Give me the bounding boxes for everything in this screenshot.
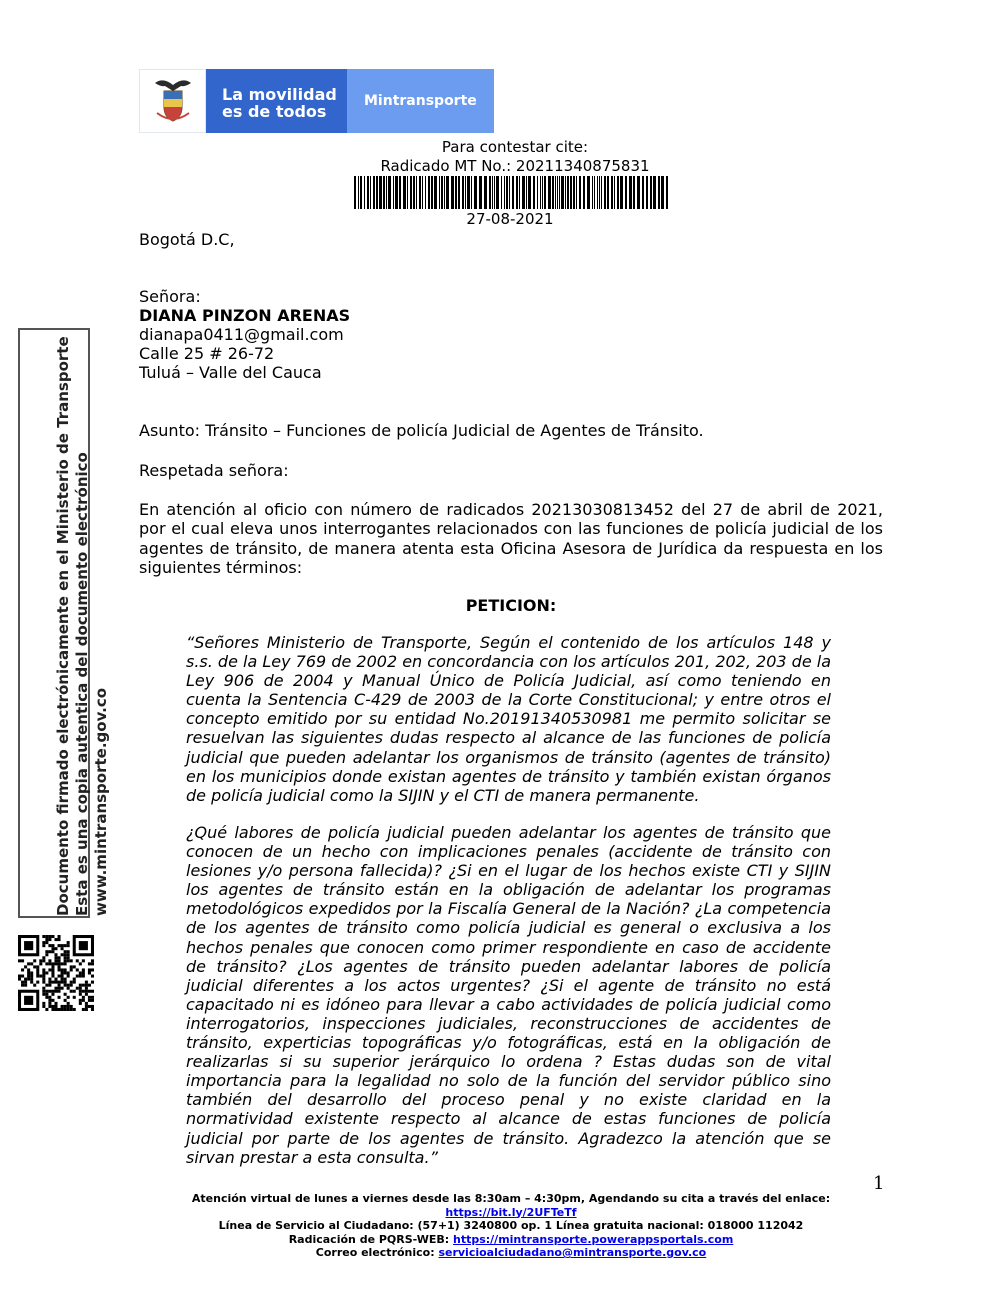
colombia-crest-logo [139, 69, 206, 133]
crest-icon [151, 77, 195, 125]
email-link[interactable]: servicioalciudadano@mintransporte.gov.co [438, 1246, 707, 1259]
radicado-number: Radicado MT No.: 20211340875831 [380, 157, 650, 175]
barcode [354, 176, 668, 209]
footer [139, 1192, 883, 1260]
pqrs-link[interactable]: https://mintransporte.powerappsportals.com [453, 1232, 734, 1246]
quote-paragraph-2: ¿Qué labores de policía judicial pueden adelantar los agentes de tránsito que conocen de un hecho con implicaciones penales (accidente de tránsito con lesiones y/o persona fallecida)? ¿Si en el lugar de los hechos existe CTI y SIJIN los agentes de tránsito están en la obligación de adelantar los programas metodológicos expedidos por la Fiscalía General de la Nación? ¿La competencia de los agentes de tránsito como policía judicial es general o exclusiva a los hechos penales que conocen como primer respondiente en caso de accidente de tránsito? ¿Los agentes de tránsito pueden adelantar labores de policía judicial diferentes a los actos urgentes? ¿Si el agente de tránsito no está capacitado ni es idóneo para llevar a cabo actividades de policía judicial como interrogatorios, inspecciones judiciales, reconstrucciones de accidentes de tránsito, experticias topográficas y/o fotográficas, está en la obligación de realizarlas si su superior jerárquico lo ordena ? Estas dudas son de vital importancia para la legalidad no solo de la función del servidor público sino también del desarrollo del proceso penal y no existe claridad en la normatividad existente respecto al alcance de estas funciones de policía judicial por parte de los agentes de tránsito. Agradezco la atención que se sirvan prestar a esta consulta.” [186, 823, 831, 1167]
document-date: 27-08-2021 [466, 210, 554, 228]
intro-paragraph: En atención al oficio con número de radicados 20213030813452 del 27 de abril de 2021, por el cual eleva unos interrogantes relacionados con las funciones de policía judicial de los agentes de tránsito, de manera atenta esta Oficina Asesora de Jurídica da respuesta en los siguientes términos: [139, 500, 883, 578]
stamp-line-1: Documento firmado electrónicamente en el Ministerio de Transporte [54, 336, 72, 916]
slogan-line-2: es de todos [222, 102, 327, 121]
section-heading: PETICION: [465, 596, 557, 615]
stamp-line-2: Esta es una copia autentica del documento electrónico [73, 452, 91, 916]
ministry-name: Mintransporte [347, 69, 494, 133]
page-number: 1 [873, 1173, 885, 1194]
recipient-email: dianapa0411@gmail.com [139, 325, 344, 344]
stamp-line-3: www.mintransporte.gov.co [92, 687, 110, 916]
cite-instruction: Para contestar cite: [441, 138, 589, 156]
footer-hours: Atención virtual de lunes a viernes desde las 8:30am – 4:30pm, Agendando su cita a través del enlace: [191, 1192, 831, 1205]
signature-stamp-text [54, 331, 111, 916]
email-label: Correo electrónico: [315, 1246, 439, 1259]
recipient-city: Tuluá – Valle del Cauca [139, 363, 322, 382]
city-line: Bogotá D.C, [139, 230, 235, 249]
quote-paragraph-1: “Señores Ministerio de Transporte, Según el contenido de los artículos 148 y s.s. de la Ley 769 de 2002 en concordancia con los artículos 201, 202, 203 de la Ley 906 de 2004 y Manual Único de Policía Judicial, así como teniendo en cuenta la Sentencia C-429 de 2003 de la Corte Constitucional; y entre otros el concepto emitido por su entidad No.20191340530981 me permito solicitar se resuelvan las siguientes dudas respecto al alcance de las funciones de policía judicial que pueden adelantar los organismos de tránsito (agentes de tránsito) en los municipios donde existan agentes de tránsito y también existan órganos de policía judicial como la SIJIN y el CTI de manera permanente. [186, 633, 831, 805]
recipient-address: Calle 25 # 26-72 [139, 344, 275, 363]
appointment-link[interactable]: https://bit.ly/2UFTeTf [445, 1205, 577, 1219]
header-banner [139, 69, 494, 133]
footer-phone-lines: Línea de Servicio al Ciudadano: (57+1) 3240800 op. 1 Línea gratuita nacional: 018000 112042 [218, 1219, 804, 1232]
recipient-name: DIANA PINZON ARENAS [139, 306, 351, 325]
subject-line: Asunto: Tránsito – Funciones de policía Judicial de Agentes de Tránsito. [139, 421, 704, 440]
greeting: Respetada señora: [139, 461, 289, 480]
pqrs-label: Radicación de PQRS-WEB: [288, 1232, 453, 1246]
qr-code[interactable] [18, 935, 94, 1011]
salutation-title: Señora: [139, 287, 201, 306]
slogan [206, 69, 347, 133]
slogan-line-1: La movilidad [222, 85, 337, 104]
